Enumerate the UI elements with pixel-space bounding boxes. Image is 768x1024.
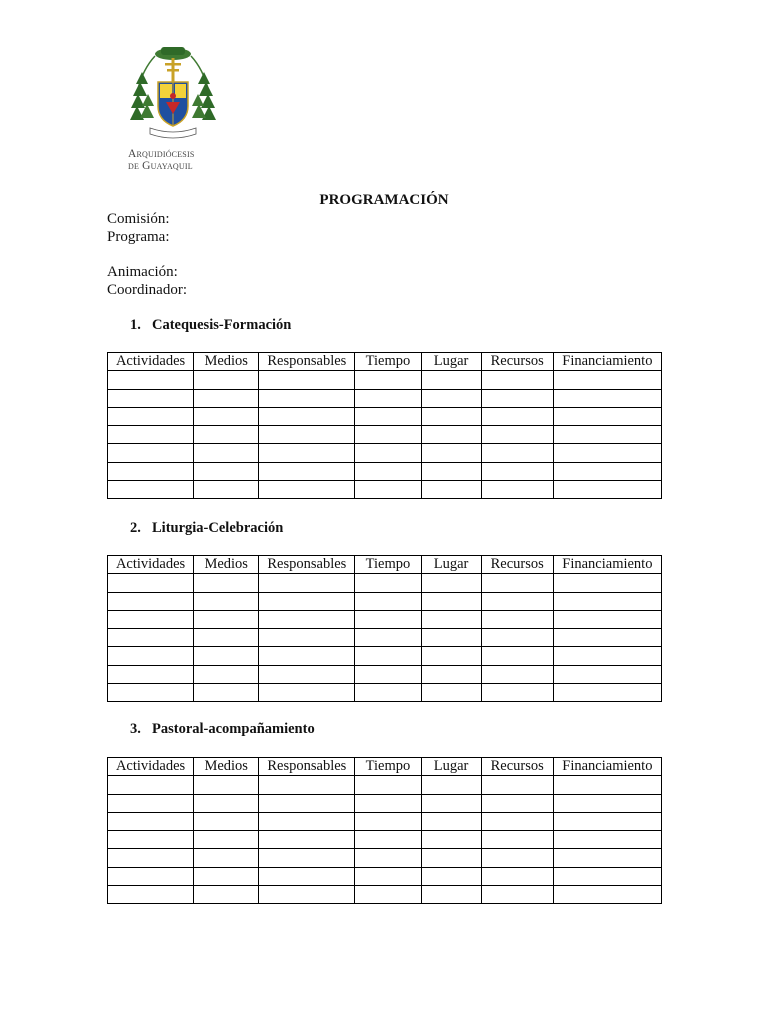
table-cell[interactable] (108, 684, 194, 702)
table-cell[interactable] (355, 444, 421, 462)
table-cell[interactable] (421, 886, 481, 904)
table-cell[interactable] (259, 407, 355, 425)
table-cell[interactable] (421, 462, 481, 480)
table-cell[interactable] (481, 371, 553, 389)
section-number: 3. (130, 721, 141, 737)
table-cell[interactable] (481, 444, 553, 462)
table-cell[interactable] (481, 831, 553, 849)
table-cell[interactable] (355, 481, 421, 499)
table-cell[interactable] (553, 665, 661, 683)
table-cell[interactable] (481, 407, 553, 425)
table-cell[interactable] (481, 592, 553, 610)
column-header: Responsables (259, 758, 355, 776)
table-row (108, 389, 662, 407)
table-cell[interactable] (108, 886, 194, 904)
table-cell[interactable] (108, 389, 194, 407)
table-cell[interactable] (194, 426, 259, 444)
table-cell[interactable] (553, 389, 661, 407)
table-cell[interactable] (481, 812, 553, 830)
table-cell[interactable] (421, 371, 481, 389)
table-cell[interactable] (194, 812, 259, 830)
table-row (108, 481, 662, 499)
table-cell[interactable] (108, 665, 194, 683)
table-cell[interactable] (481, 389, 553, 407)
table-cell[interactable] (259, 574, 355, 592)
table-row (108, 426, 662, 444)
table-cell[interactable] (259, 444, 355, 462)
table-cell[interactable] (194, 444, 259, 462)
column-header: Recursos (481, 556, 553, 574)
table-cell[interactable] (421, 647, 481, 665)
table-row (108, 574, 662, 592)
field-animacion: Animación: (107, 264, 178, 280)
table-cell[interactable] (553, 849, 661, 867)
table-cell[interactable] (481, 629, 553, 647)
table-cell[interactable] (421, 610, 481, 628)
table-cell[interactable] (259, 665, 355, 683)
table-cell[interactable] (108, 849, 194, 867)
table-cell[interactable] (481, 867, 553, 885)
table-cell[interactable] (194, 684, 259, 702)
table-cell[interactable] (194, 886, 259, 904)
table-cell[interactable] (355, 574, 421, 592)
table-cell[interactable] (481, 574, 553, 592)
column-header: Lugar (421, 556, 481, 574)
table-cell[interactable] (553, 407, 661, 425)
table-cell[interactable] (108, 629, 194, 647)
column-header: Medios (194, 353, 259, 371)
table-row (108, 812, 662, 830)
column-header: Responsables (259, 353, 355, 371)
table-cell[interactable] (259, 831, 355, 849)
table-cell[interactable] (481, 849, 553, 867)
table-cell[interactable] (194, 592, 259, 610)
table-cell[interactable] (355, 665, 421, 683)
table-cell[interactable] (553, 426, 661, 444)
table-cell[interactable] (481, 481, 553, 499)
table-cell[interactable] (108, 426, 194, 444)
archdiocese-crest-logo (128, 44, 218, 176)
table-row (108, 886, 662, 904)
table-cell[interactable] (194, 462, 259, 480)
column-header: Medios (194, 758, 259, 776)
column-header: Recursos (481, 758, 553, 776)
table-cell[interactable] (553, 647, 661, 665)
column-header: Tiempo (355, 758, 421, 776)
table-cell[interactable] (421, 849, 481, 867)
table-cell[interactable] (259, 776, 355, 794)
table-cell[interactable] (355, 629, 421, 647)
table-cell[interactable] (108, 481, 194, 499)
logo-text-line2: de Guayaquil (128, 160, 193, 172)
table-cell[interactable] (481, 647, 553, 665)
table-cell[interactable] (421, 665, 481, 683)
table-row (108, 867, 662, 885)
column-header: Tiempo (355, 353, 421, 371)
table-cell[interactable] (481, 684, 553, 702)
table-row (108, 647, 662, 665)
table-cell[interactable] (421, 776, 481, 794)
table-cell[interactable] (553, 684, 661, 702)
table-header-row (108, 758, 662, 776)
table-cell[interactable] (108, 407, 194, 425)
table-cell[interactable] (259, 886, 355, 904)
table-cell[interactable] (108, 610, 194, 628)
table-cell[interactable] (553, 371, 661, 389)
table-cell[interactable] (421, 426, 481, 444)
table-cell[interactable] (553, 592, 661, 610)
logo-text-line1: Arquidiócesis (128, 148, 195, 160)
table-row (108, 831, 662, 849)
section-title: Catequesis-Formación (152, 317, 292, 333)
table-row (108, 665, 662, 683)
table-cell[interactable] (553, 629, 661, 647)
table-cell[interactable] (108, 794, 194, 812)
column-header: Actividades (108, 556, 194, 574)
table-cell[interactable] (194, 407, 259, 425)
column-header: Lugar (421, 353, 481, 371)
table-cell[interactable] (355, 592, 421, 610)
table-cell[interactable] (355, 812, 421, 830)
crest-emblem-icon (128, 44, 218, 148)
table-cell[interactable] (355, 776, 421, 794)
table-cell[interactable] (553, 444, 661, 462)
table-cell[interactable] (194, 867, 259, 885)
field-coordinador: Coordinador: (107, 282, 187, 298)
table-cell[interactable] (259, 481, 355, 499)
header-fields-group-1 (107, 210, 170, 246)
table-cell[interactable] (108, 462, 194, 480)
table-row (108, 776, 662, 794)
table-cell[interactable] (421, 389, 481, 407)
table-cell[interactable] (553, 574, 661, 592)
table-cell[interactable] (259, 389, 355, 407)
table-row (108, 610, 662, 628)
section-heading-1 (130, 317, 291, 334)
table-row (108, 444, 662, 462)
table-cell[interactable] (355, 407, 421, 425)
table-cell[interactable] (421, 481, 481, 499)
table-cell[interactable] (355, 371, 421, 389)
column-header: Lugar (421, 758, 481, 776)
section-title: Pastoral-acompañamiento (152, 721, 315, 737)
field-programa: Programa: (107, 229, 170, 245)
table-cell[interactable] (481, 426, 553, 444)
activity-table-2 (107, 555, 662, 702)
table-cell[interactable] (481, 776, 553, 794)
section-heading-3 (130, 721, 315, 738)
table-cell[interactable] (421, 574, 481, 592)
table-cell[interactable] (355, 849, 421, 867)
table-cell[interactable] (355, 389, 421, 407)
column-header: Responsables (259, 556, 355, 574)
table-cell[interactable] (194, 831, 259, 849)
table-cell[interactable] (108, 812, 194, 830)
table-cell[interactable] (194, 610, 259, 628)
table-cell[interactable] (421, 831, 481, 849)
table-cell[interactable] (108, 371, 194, 389)
column-header: Actividades (108, 353, 194, 371)
table-cell[interactable] (355, 610, 421, 628)
table-cell[interactable] (553, 610, 661, 628)
table-header-row (108, 556, 662, 574)
table-cell[interactable] (421, 629, 481, 647)
section-number: 1. (130, 317, 141, 333)
table-cell[interactable] (259, 849, 355, 867)
table-cell[interactable] (194, 665, 259, 683)
table-row (108, 371, 662, 389)
table-cell[interactable] (194, 647, 259, 665)
table-cell[interactable] (194, 371, 259, 389)
activity-table-1 (107, 352, 662, 499)
table-cell[interactable] (355, 647, 421, 665)
activity-table-3 (107, 757, 662, 904)
table-cell[interactable] (421, 794, 481, 812)
section-heading-2 (130, 520, 283, 537)
table-cell[interactable] (421, 592, 481, 610)
table-cell[interactable] (108, 647, 194, 665)
table-cell[interactable] (553, 886, 661, 904)
table-cell[interactable] (108, 574, 194, 592)
table-row (108, 684, 662, 702)
table-cell[interactable] (259, 592, 355, 610)
column-header: Financiamiento (553, 556, 661, 574)
table-row (108, 592, 662, 610)
document-title: PROGRAMACIÓN (319, 192, 449, 208)
table-cell[interactable] (355, 867, 421, 885)
table-cell[interactable] (259, 629, 355, 647)
table-cell[interactable] (421, 444, 481, 462)
column-header: Tiempo (355, 556, 421, 574)
table-cell[interactable] (355, 831, 421, 849)
table-cell[interactable] (194, 481, 259, 499)
table-cell[interactable] (259, 610, 355, 628)
column-header: Financiamiento (553, 353, 661, 371)
table-cell[interactable] (553, 462, 661, 480)
table-cell[interactable] (108, 444, 194, 462)
table-cell[interactable] (194, 776, 259, 794)
table-header-row (108, 353, 662, 371)
table-cell[interactable] (553, 812, 661, 830)
table-cell[interactable] (194, 389, 259, 407)
table-row (108, 629, 662, 647)
table-cell[interactable] (481, 665, 553, 683)
table-cell[interactable] (421, 867, 481, 885)
table-cell[interactable] (194, 574, 259, 592)
table-row (108, 794, 662, 812)
table-cell[interactable] (481, 462, 553, 480)
field-comision: Comisión: (107, 211, 170, 227)
table-cell[interactable] (481, 886, 553, 904)
table-cell[interactable] (355, 684, 421, 702)
table-cell[interactable] (421, 812, 481, 830)
section-title: Liturgia-Celebración (152, 520, 284, 536)
table-row (108, 462, 662, 480)
table-cell[interactable] (553, 867, 661, 885)
table-cell[interactable] (355, 886, 421, 904)
column-header: Recursos (481, 353, 553, 371)
table-cell[interactable] (355, 794, 421, 812)
table-cell[interactable] (259, 794, 355, 812)
table-cell[interactable] (194, 629, 259, 647)
table-cell[interactable] (481, 610, 553, 628)
column-header: Financiamiento (553, 758, 661, 776)
header-fields-group-2 (107, 263, 187, 299)
table-cell[interactable] (259, 867, 355, 885)
table-cell[interactable] (108, 592, 194, 610)
table-cell[interactable] (108, 867, 194, 885)
table-cell[interactable] (259, 462, 355, 480)
column-header: Actividades (108, 758, 194, 776)
table-row (108, 407, 662, 425)
table-cell[interactable] (481, 794, 553, 812)
table-cell[interactable] (553, 481, 661, 499)
table-cell[interactable] (355, 462, 421, 480)
table-cell[interactable] (355, 426, 421, 444)
table-cell[interactable] (553, 831, 661, 849)
section-number: 2. (130, 520, 141, 536)
table-cell[interactable] (259, 426, 355, 444)
table-cell[interactable] (553, 794, 661, 812)
table-cell[interactable] (108, 776, 194, 794)
table-cell[interactable] (553, 776, 661, 794)
table-cell[interactable] (421, 684, 481, 702)
table-cell[interactable] (259, 812, 355, 830)
table-cell[interactable] (421, 407, 481, 425)
table-cell[interactable] (259, 647, 355, 665)
table-cell[interactable] (259, 684, 355, 702)
table-cell[interactable] (194, 794, 259, 812)
table-cell[interactable] (108, 831, 194, 849)
table-cell[interactable] (259, 371, 355, 389)
table-cell[interactable] (194, 849, 259, 867)
table-row (108, 849, 662, 867)
column-header: Medios (194, 556, 259, 574)
